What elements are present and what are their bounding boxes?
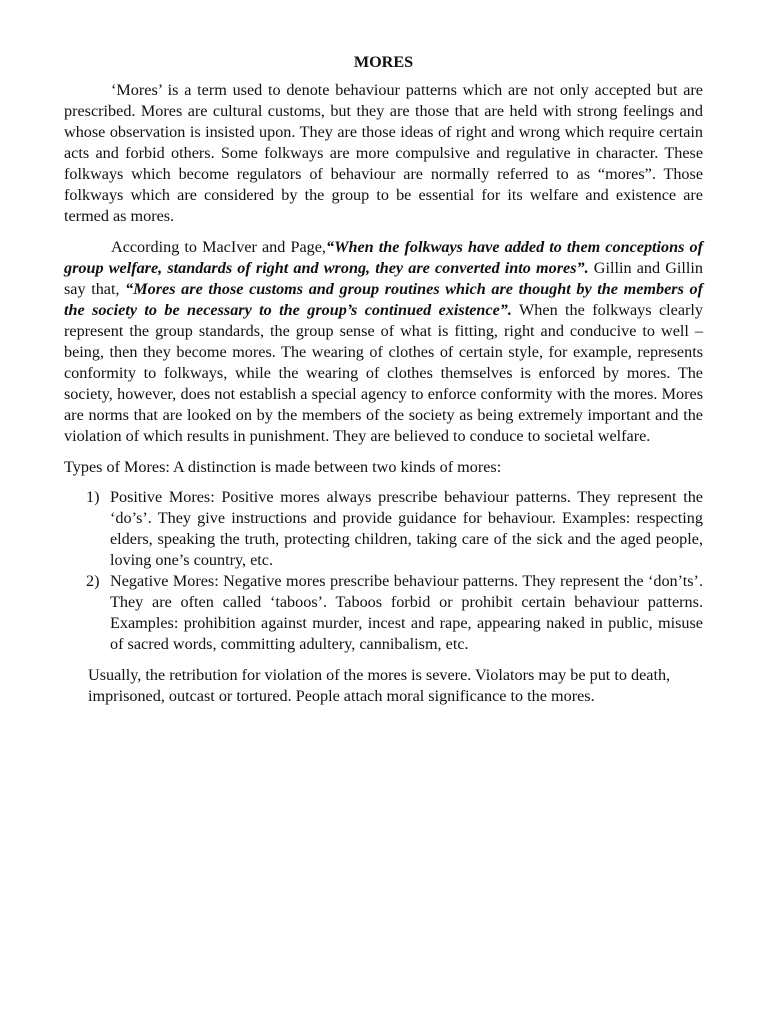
list-number: 2) <box>86 572 100 590</box>
types-intro: Types of Mores: A distinction is made between two kinds of mores: <box>64 458 502 476</box>
paragraph-definition: ‘Mores’ is a term used to denote behaviour patterns which are not only accepted but are prescribed. Mores are cultural customs, but they are those that are held with strong feelings and whose observation is insisted upon. They are those ideas of right and wrong which require certain acts and forbid others. Some folkways are more compulsive and regulative in character. These folkways which become regulators of behaviour are normally referred to as “mores”. Those folkways which are considered by the group to be essential for its welfare and existence are termed as mores. <box>64 81 703 225</box>
list-item-text: Negative Mores: Negative mores prescribe behaviour patterns. They represent the ‘don’ts’. They are often called ‘taboos’. Taboos forbid or prohibit certain behaviour patterns. Examples: prohibition against murder, incest and rape, appearing naked in public, misuse of sacred words, committing adultery, cannibalism, etc. <box>110 572 703 653</box>
document-page <box>64 52 703 707</box>
paragraph-definitions-quoted <box>64 237 703 447</box>
types-list <box>64 487 703 655</box>
para2-tail: When the folkways clearly represent the group standards, the group sense of what is fitting, right and conducive to well – being, then they become mores. The wearing of clothes of certain style, for example, represents conformity to folkways, while the wearing of clothes themselves is enforced by mores. The society, however, does not establish a special agency to enforce conformity with the mores. Mores are norms that are looked on by the members of the society as being extremely important and the violation of which results in punishment. They are believed to conduce to societal welfare. <box>64 301 703 445</box>
document-title: MORES <box>353 53 414 71</box>
list-item-positive-mores <box>64 487 703 571</box>
list-item-text: Positive Mores: Positive mores always prescribe behaviour patterns. They represent the ‘do’s’. They give instructions and provide guidance for behaviour. Examples: respecting elders, speaking the truth, protecting children, taking care of the sick and the aged people, loving one’s country, etc. <box>110 488 703 569</box>
closing-paragraph: Usually, the retribution for violation of the mores is severe. Violators may be put to death, imprisoned, outcast or tortured. People attach moral significance to the mores. <box>88 666 671 705</box>
gillin-quote: “Mores are those customs and group routines which are thought by the members of the society to be necessary to the group’s continued existence”. <box>64 280 703 319</box>
list-item-negative-mores <box>64 571 703 655</box>
maciver-page-quote: “When the folkways have added to them conceptions of group welfare, standards of right and wrong, they are converted into mores”. <box>64 238 704 277</box>
para2-lead: According to MacIver and Page, <box>111 238 326 256</box>
para2-mid: Gillin and Gillin say that, <box>64 259 703 298</box>
list-number: 1) <box>86 488 100 506</box>
